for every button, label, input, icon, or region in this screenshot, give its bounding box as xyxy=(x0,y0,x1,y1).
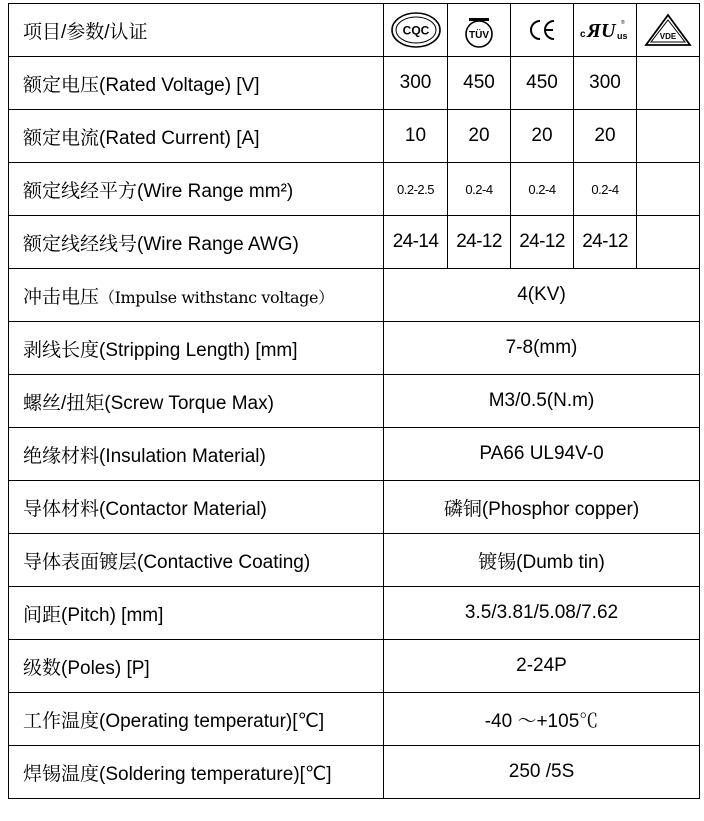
row-label: 导体材料(Contactor Material) xyxy=(9,481,384,534)
cell-value: 24-12 xyxy=(511,216,574,269)
cell-value: -40 ～+105℃ xyxy=(384,693,700,746)
tuv-mark-icon xyxy=(448,4,511,57)
cell-value: 2-24P xyxy=(384,640,700,693)
cell-value: 磷铜(Phosphor copper) xyxy=(384,481,700,534)
cell-value: 20 xyxy=(574,110,637,163)
cell-value: 20 xyxy=(448,110,511,163)
cell-value: 7-8(mm) xyxy=(384,322,700,375)
poles-row xyxy=(9,640,700,693)
row-label: 额定电压(Rated Voltage) [V] xyxy=(9,57,384,110)
contactive-coating-row xyxy=(9,534,700,587)
row-label: 剥线长度(Stripping Length) [mm] xyxy=(9,322,384,375)
cell-value: M3/0.5(N.m) xyxy=(384,375,700,428)
spec-table xyxy=(8,3,700,799)
vde-mark-icon xyxy=(637,4,700,57)
wire-range-awg-row xyxy=(9,216,700,269)
pitch-row xyxy=(9,587,700,640)
stripping-length-row xyxy=(9,322,700,375)
cell-value: 450 xyxy=(448,57,511,110)
svg-text:VDE: VDE xyxy=(659,32,677,41)
svg-text:CQC: CQC xyxy=(402,23,429,38)
cell-value: 24-12 xyxy=(448,216,511,269)
cell-value: 24-14 xyxy=(384,216,448,269)
cell-value: 24-12 xyxy=(574,216,637,269)
row-label: 导体表面镀层(Contactive Coating) xyxy=(9,534,384,587)
cell-value: 4(KV) xyxy=(384,269,700,322)
svg-text:c: c xyxy=(580,29,586,40)
insulation-material-row xyxy=(9,428,700,481)
cell-value: PA66 UL94V-0 xyxy=(384,428,700,481)
cqc-mark-icon xyxy=(384,4,448,57)
svg-text:TÜV: TÜV xyxy=(469,30,489,41)
svg-text:Я: Я xyxy=(587,20,601,42)
row-label xyxy=(9,269,384,322)
cell-value xyxy=(637,163,700,216)
row-label: 额定线经平方(Wire Range mm²) xyxy=(9,163,384,216)
cell-value: 20 xyxy=(511,110,574,163)
row-label: 间距(Pitch) [mm] xyxy=(9,587,384,640)
row-label: 级数(Poles) [P] xyxy=(9,640,384,693)
cell-value: 镀锡(Dumb tin) xyxy=(384,534,700,587)
ce-mark-icon xyxy=(511,4,574,57)
cell-value: 3.5/3.81/5.08/7.62 xyxy=(384,587,700,640)
wire-range-mm2-row xyxy=(9,163,700,216)
row-label: 螺丝/扭矩(Screw Torque Max) xyxy=(9,375,384,428)
svg-text:us: us xyxy=(617,31,628,41)
cell-value xyxy=(637,110,700,163)
contactor-material-row xyxy=(9,481,700,534)
cell-value: 450 xyxy=(511,57,574,110)
soldering-temperature-row xyxy=(9,746,700,799)
cell-value xyxy=(637,57,700,110)
cell-value: 250 /5S xyxy=(384,746,700,799)
ul-recognized-mark-icon xyxy=(574,4,637,57)
cell-value: 0.2-4 xyxy=(448,163,511,216)
row-label: 绝缘材料(Insulation Material) xyxy=(9,428,384,481)
cell-value: 10 xyxy=(384,110,448,163)
cell-value xyxy=(637,216,700,269)
header-label: 项目/参数/认证 xyxy=(9,4,384,57)
cell-value: 300 xyxy=(384,57,448,110)
cell-value: 0.2-4 xyxy=(511,163,574,216)
row-label-cn: 冲击电压 xyxy=(23,286,100,308)
cell-value: 300 xyxy=(574,57,637,110)
row-label: 额定电流(Rated Current) [A] xyxy=(9,110,384,163)
svg-text:U: U xyxy=(601,20,616,42)
header-row xyxy=(9,4,700,57)
operating-temperature-row xyxy=(9,693,700,746)
rated-voltage-row xyxy=(9,57,700,110)
row-label-en: （Impulse withstanc voltage） xyxy=(99,287,334,307)
cell-value: 0.2-4 xyxy=(574,163,637,216)
spec-sheet xyxy=(8,3,700,799)
cell-value: 0.2-2.5 xyxy=(384,163,448,216)
row-label: 工作温度(Operating temperatur)[℃] xyxy=(9,693,384,746)
row-label: 额定线经线号(Wire Range AWG) xyxy=(9,216,384,269)
screw-torque-row xyxy=(9,375,700,428)
rated-current-row xyxy=(9,110,700,163)
svg-text:®: ® xyxy=(621,20,625,26)
row-label: 焊锡温度(Soldering temperature)[℃] xyxy=(9,746,384,799)
impulse-voltage-row xyxy=(9,269,700,322)
